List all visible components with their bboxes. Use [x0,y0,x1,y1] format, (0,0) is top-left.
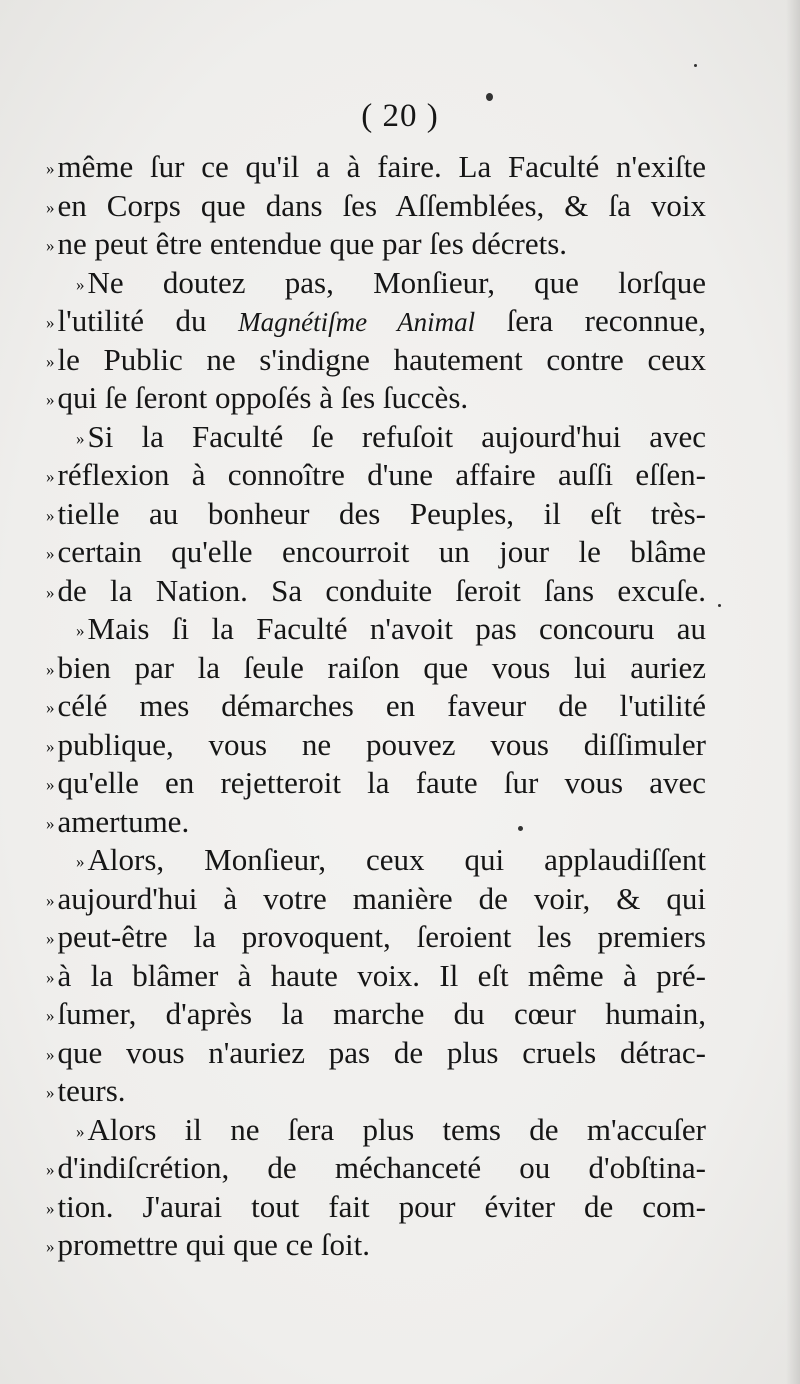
text-line [46,533,706,572]
line-text: amertume. [57,803,190,839]
quote-mark: » [46,1198,55,1218]
line-text: aujourd'hui à votre manière de voir, & qui [57,880,706,916]
quote-mark: » [46,813,55,833]
text-line [46,418,706,457]
line-text: ſera reconnue, [475,303,707,338]
line-text: l'utilité du [57,303,239,338]
line-text: en Corps que dans ſes Aſſemblées, & ſa voix [57,187,706,223]
text-line [46,610,706,649]
quote-mark: » [76,852,85,871]
text-line [46,880,706,919]
text-line [46,687,706,726]
quote-mark: » [46,1237,55,1256]
text-line [46,341,706,380]
line-text: promettre qui que ce ſoit. [57,1227,370,1262]
quote-mark: » [46,659,55,679]
quote-mark: » [46,390,55,409]
text-line [46,841,706,880]
text-line [46,995,706,1034]
line-text: que vous n'auriez pas de plus cruels détrac- [57,1034,706,1070]
line-text: ne peut être entendue que par ſes décrets. [57,226,568,261]
text-line [46,1226,706,1265]
quote-mark: » [76,1121,85,1141]
ink-speck [694,64,697,67]
line-text: célé mes démarches en faveur de l'utilité [57,688,706,723]
quote-mark: » [46,1160,55,1179]
quote-mark: » [46,313,55,332]
quote-mark: » [76,621,85,640]
quote-mark: » [46,467,55,486]
text-line [46,572,706,611]
line-text: Alors, Monſieur, ceux qui applaudiſſent [87,842,706,877]
text-line [46,225,706,264]
line-text: Mais ſi la Faculté n'avoit pas concouru au [87,611,706,646]
quote-mark: » [46,890,55,910]
text-line [46,1111,706,1150]
page-edge-shadow [786,0,800,1384]
text-line [46,187,706,226]
line-text: d'indiſcrétion, de méchanceté ou d'obſtina- [57,1150,706,1185]
quote-mark: » [46,736,55,756]
line-text: le Public ne s'indigne hautement contre ceux [57,341,706,377]
quote-mark: » [76,274,85,294]
quote-mark: » [46,775,55,794]
quote-mark: » [46,698,55,717]
text-line [46,764,706,803]
line-text: Alors il ne ſera plus tems de m'accuſer [87,1111,706,1147]
line-text: qu'elle en rejetteroit la faute ſur vous avec [57,765,706,800]
line-text: ſumer, d'après la marche du cœur humain, [57,996,706,1031]
quote-mark: » [46,929,55,948]
text-line [46,726,706,765]
line-text: tielle au bonheur des Peuples, il eſt très- [57,495,706,531]
quote-mark: » [76,428,85,448]
quote-mark: » [46,351,55,371]
quote-mark: » [46,582,55,602]
quote-mark: » [46,236,55,255]
line-text: peut-être la provoquent, ſeroient les premiers [57,919,706,954]
line-text: Si la Faculté ſe refuſoit aujourd'hui avec [87,418,706,454]
text-line [46,1149,706,1188]
line-text: qui ſe ſeront oppoſés à ſes ſuccès. [57,380,469,415]
ink-speck [518,826,523,831]
line-text: tion. J'aurai tout fait pour éviter de com- [57,1188,706,1224]
text-line [46,495,706,534]
text-line [46,379,706,418]
ink-speck [718,604,721,607]
text-line [46,456,706,495]
quote-mark: » [46,544,55,563]
quote-mark: » [46,505,55,525]
italic-term: Magnétiſme Animal [238,307,476,337]
line-text: à la blâmer à haute voix. Il eſt même à pré- [57,957,706,993]
line-text: teurs. [57,1073,126,1108]
quote-mark: » [46,967,55,987]
line-text: bien par la ſeule raiſon que vous lui auriez [57,649,706,685]
text-line [46,1072,706,1111]
text-line [46,957,706,996]
text-line [46,1188,706,1227]
quote-mark: » [46,159,55,178]
line-text: certain qu'elle encourroit un jour le blâme [57,534,706,569]
text-line [46,302,706,341]
quote-mark: » [46,197,55,217]
ink-speck [486,93,493,101]
quote-mark: » [46,1006,55,1025]
text-line [46,803,706,842]
quote-mark: » [46,1044,55,1064]
line-text: de la Nation. Sa conduite ſeroit ſans excuſe. [57,572,706,608]
text-line [46,1034,706,1073]
line-text: Ne doutez pas, Monſieur, que lorſque [87,264,706,300]
page-number: ( 20 ) [361,98,439,134]
line-text: publique, vous ne pouvez vous diſſimuler [57,726,706,762]
text-line [46,264,706,303]
line-text: réflexion à connoître d'une affaire auſſi eſſen- [57,457,706,492]
text-line [46,649,706,688]
text-line [46,918,706,957]
quote-mark: » [46,1083,55,1102]
text-line [46,148,706,187]
line-text: même ſur ce qu'il a à faire. La Faculté n'exiſte [57,149,706,184]
body-text [46,148,706,1265]
